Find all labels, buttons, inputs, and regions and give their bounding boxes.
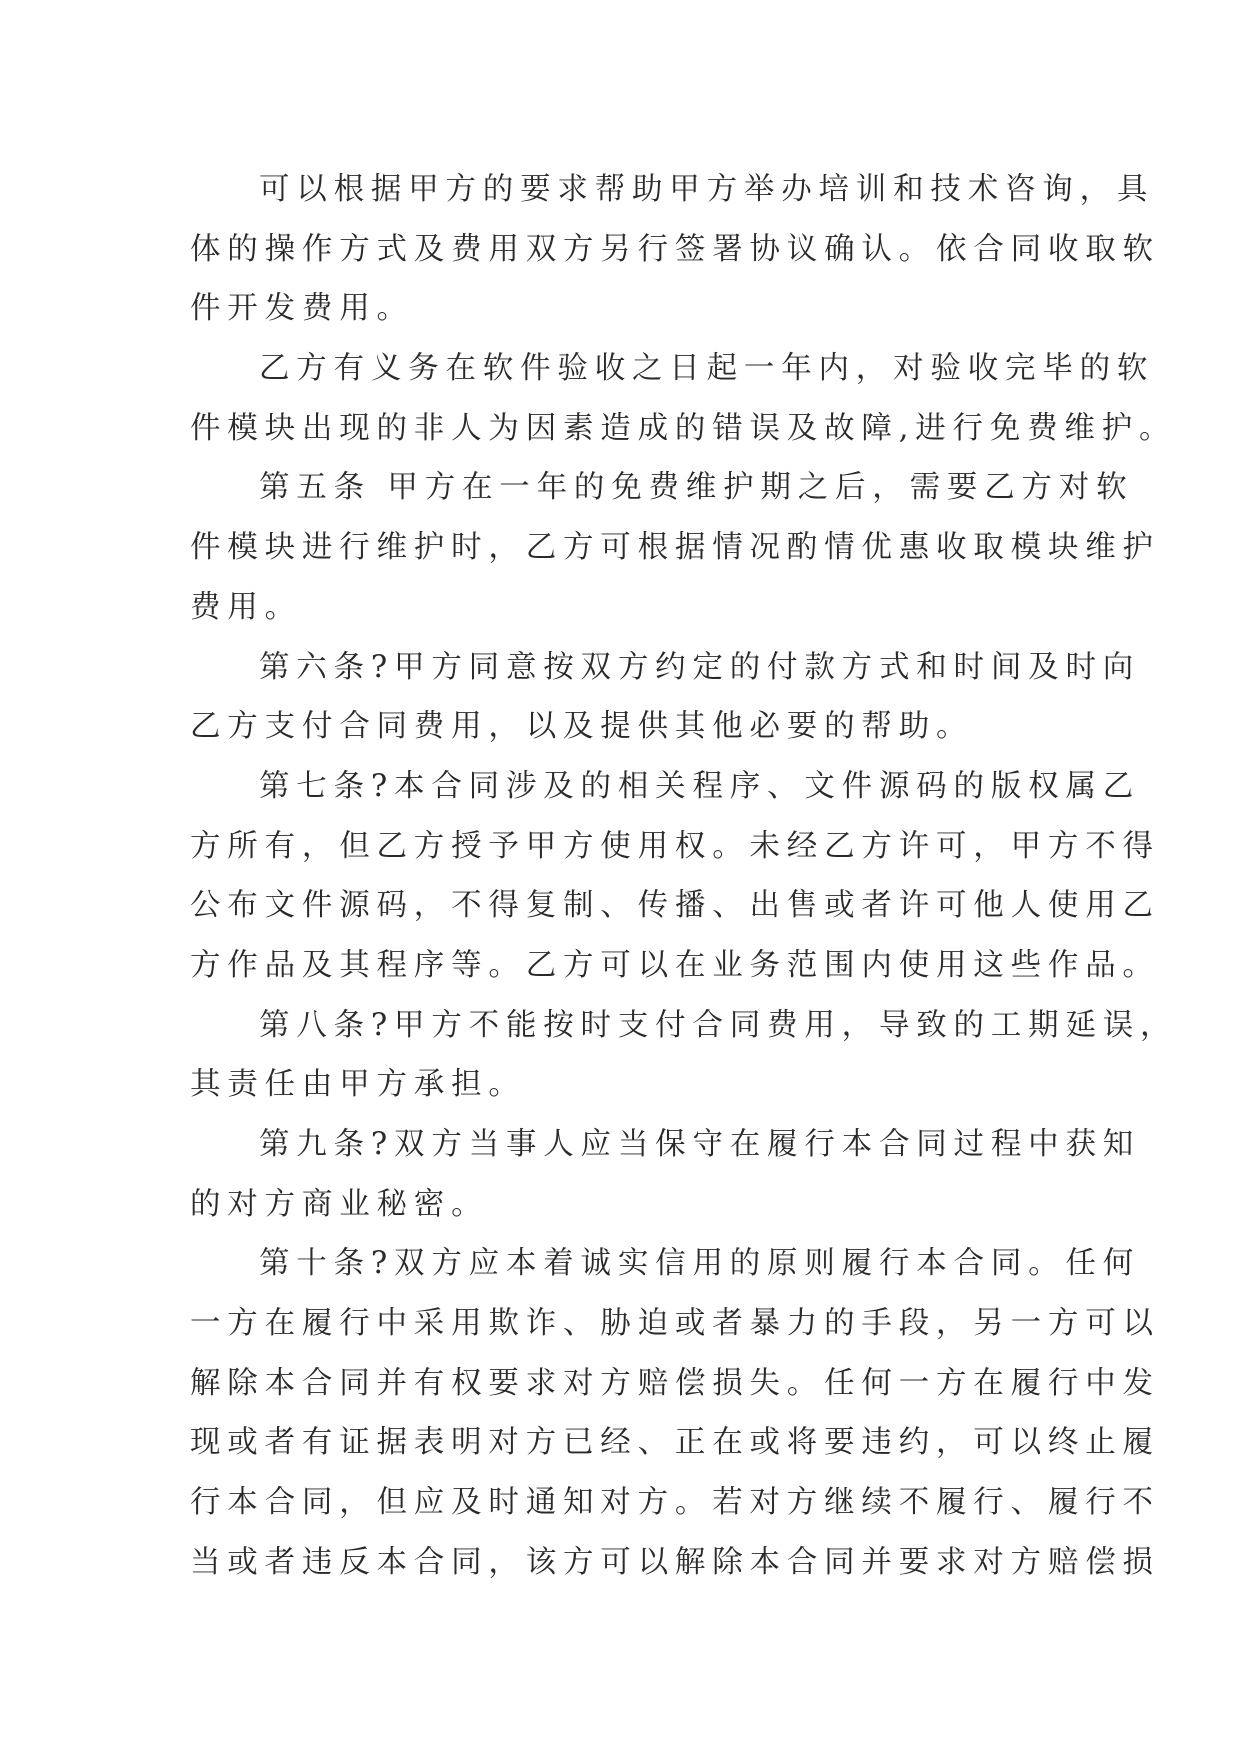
text-line: 第十条?双方应本着诚实信用的原则履行本合同。任何 bbox=[259, 1246, 1141, 1282]
text-line: 解除本合同并有权要求对方赔偿损失。任何一方在履行中发 bbox=[190, 1365, 1160, 1401]
text-line: 第九条?双方当事人应当保守在履行本合同过程中获知 bbox=[259, 1127, 1141, 1162]
text-line: 可以根据甲方的要求帮助甲方举办培训和技术咨询，具 bbox=[259, 172, 1155, 207]
text-line: 乙方支付合同费用，以及提供其他必要的帮助。 bbox=[190, 709, 974, 745]
text-line: 现或者有证据表明对方已经、正在或将要违约，可以终止履 bbox=[190, 1425, 1160, 1461]
text-line: 第六条?甲方同意按双方约定的付款方式和时间及时向 bbox=[259, 649, 1141, 685]
text-line: 第七条?本合同涉及的相关程序、文件源码的版权属乙 bbox=[259, 768, 1141, 804]
text-line: 其责任由甲方承担。 bbox=[190, 1067, 526, 1103]
text-line: 乙方有义务在软件验收之日起一年内，对验收完毕的软 bbox=[259, 351, 1155, 387]
text-line: 的对方商业秘密。 bbox=[190, 1186, 489, 1222]
text-line: 第八条?甲方不能按时支付合同费用，导致的工期延误， bbox=[259, 1007, 1178, 1043]
text-line: 方所有，但乙方授予甲方使用权。未经乙方许可，甲方不得 bbox=[190, 828, 1160, 864]
text-line: 公布文件源码，不得复制、传播、出售或者许可他人使用乙 bbox=[190, 888, 1160, 924]
contract-body-text bbox=[190, 160, 1178, 1593]
text-line: 件模块出现的非人为因素造成的错误及故障,进行免费维护。 bbox=[190, 410, 1177, 446]
text-line: 方作品及其程序等。乙方可以在业务范围内使用这些作品。 bbox=[190, 947, 1160, 983]
text-line: 件开发费用。 bbox=[190, 291, 414, 327]
text-line: 体的操作方式及费用双方另行签署协议确认。依合同收取软 bbox=[190, 231, 1160, 267]
text-line: 行本合同，但应及时通知对方。若对方继续不履行、履行不 bbox=[190, 1485, 1160, 1521]
text-line: 一方在履行中采用欺诈、胁迫或者暴力的手段，另一方可以 bbox=[190, 1306, 1160, 1342]
text-line: 费用。 bbox=[190, 589, 302, 625]
text-line: 当或者违反本合同，该方可以解除本合同并要求对方赔偿损 bbox=[190, 1544, 1160, 1580]
text-line: 件模块进行维护时，乙方可根据情况酌情优惠收取模块维护 bbox=[190, 530, 1160, 566]
text-line: 第五条 甲方在一年的免费维护期之后，需要乙方对软 bbox=[259, 470, 1134, 506]
